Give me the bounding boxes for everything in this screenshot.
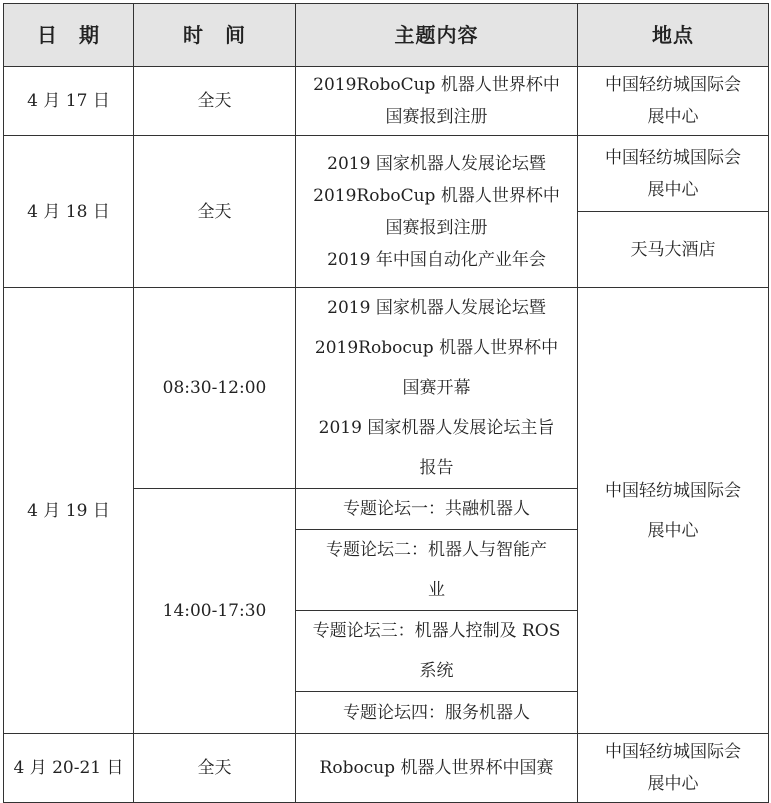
venue-line: 展中心 [647, 107, 699, 127]
topic-line: 2019 年中国自动化产业年会 [327, 249, 546, 270]
topic-line: 2019RoboCup 机器人世界杯中 [313, 75, 560, 95]
header-topic: 主题内容 [296, 4, 578, 67]
topic-line: 专题论坛二：机器人与智能产 [326, 540, 547, 560]
topic-line: 专题论坛三：机器人控制及 ROS [312, 621, 561, 641]
venue-cell [578, 67, 769, 136]
topic-line: 2019 国家机器人发展论坛主旨 [318, 418, 555, 438]
venue-cell [578, 288, 769, 734]
date-cell: 4 月 18 日 [4, 136, 134, 288]
table-row-apr17 [4, 67, 769, 136]
venue-line: 展中心 [647, 179, 699, 200]
schedule-table [3, 3, 769, 803]
topic-line: 国赛开幕 [402, 378, 471, 398]
topic-line: 2019Robocup 机器人世界杯中 [314, 338, 559, 358]
date-cell: 4 月 19 日 [4, 288, 134, 734]
topic-line: 2019RoboCup 机器人世界杯中 [313, 185, 560, 206]
topic-cell [296, 611, 578, 692]
header-row [4, 4, 769, 67]
topic-cell: Robocup 机器人世界杯中国赛 [296, 734, 578, 803]
topic-line: 国赛报到注册 [385, 107, 488, 127]
venue-cell: 天马大酒店 [578, 212, 769, 288]
header-date: 日 期 [4, 4, 134, 67]
table-row-apr18 [4, 136, 769, 212]
topic-line: 2019 国家机器人发展论坛暨 [327, 298, 546, 318]
date-cell: 4 月 20-21 日 [4, 734, 134, 803]
venue-line: 中国轻纺城国际会 [605, 480, 741, 501]
topic-cell [296, 67, 578, 136]
time-cell: 全天 [134, 67, 296, 136]
header-time: 时 间 [134, 4, 296, 67]
topic-line: 系统 [419, 661, 454, 681]
date-cell: 4 月 17 日 [4, 67, 134, 136]
venue-line: 中国轻纺城国际会 [605, 75, 741, 95]
time-cell: 14:00-17:30 [134, 489, 296, 734]
venue-cell [578, 136, 769, 212]
table-row-apr20-21 [4, 734, 769, 803]
topic-cell: 专题论坛一：共融机器人 [296, 489, 578, 530]
topic-line: 2019 国家机器人发展论坛暨 [327, 153, 546, 174]
topic-cell: 专题论坛四：服务机器人 [296, 692, 578, 734]
time-cell: 全天 [134, 136, 296, 288]
topic-cell [296, 136, 578, 288]
header-venue: 地点 [578, 4, 769, 67]
venue-line: 展中心 [647, 774, 699, 794]
topic-line: 报告 [419, 458, 454, 478]
venue-line: 中国轻纺城国际会 [605, 742, 741, 762]
venue-cell [578, 734, 769, 803]
topic-cell [296, 530, 578, 611]
time-cell: 08:30-12:00 [134, 288, 296, 489]
topic-line: 业 [428, 580, 445, 600]
venue-line: 中国轻纺城国际会 [605, 147, 741, 168]
topic-cell [296, 288, 578, 489]
time-cell: 全天 [134, 734, 296, 803]
venue-line: 展中心 [647, 520, 699, 541]
table-row-apr19-am [4, 288, 769, 489]
topic-line: 国赛报到注册 [385, 217, 488, 238]
